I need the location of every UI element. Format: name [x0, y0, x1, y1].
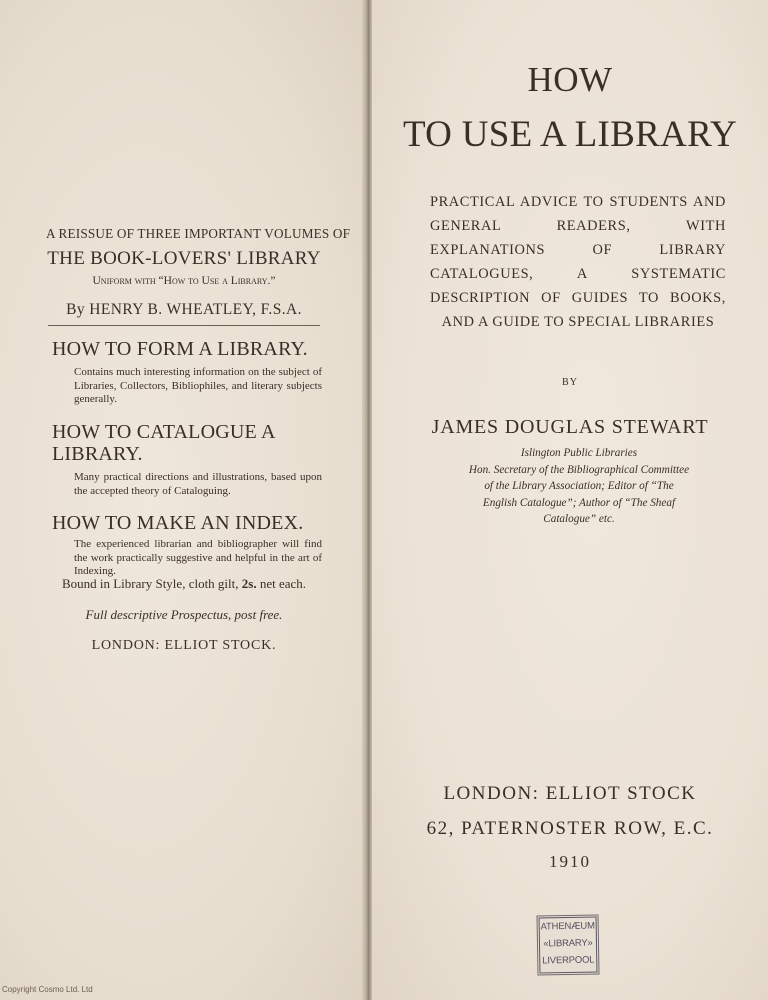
binding-suffix: net each.: [259, 576, 307, 591]
binding-price: 2s.: [241, 576, 257, 591]
stamp-line: LIVERPOOL: [542, 954, 595, 967]
binding-note: [46, 576, 322, 592]
credit-line: Islington Public Libraries: [520, 447, 638, 459]
prospectus-note: Full descriptive Prospectus, post free.: [85, 607, 283, 622]
author-credits: [454, 445, 704, 528]
imprint-publisher: LONDON: ELLIOT STOCK: [443, 783, 697, 804]
uniform-note: [46, 275, 322, 287]
stamp-line: «LIBRARY»: [543, 937, 593, 950]
uniform-title: “How to Use a Library.”: [158, 275, 276, 287]
book-title-line2: TO USE A LIBRARY: [402, 114, 738, 155]
volume-description: Many practical directions and illustrations, based upon the accepted theory of Cataloguing.: [74, 471, 322, 497]
left-publisher: LONDON: ELLIOT STOCK.: [91, 638, 277, 653]
library-stamp: [539, 916, 598, 973]
volume-title: HOW TO CATALOGUE A LIBRARY.: [52, 421, 275, 465]
stamp-line: ATHENÆUM: [540, 920, 595, 933]
imprint-address: 62, PATERNOSTER ROW, E.C.: [426, 818, 714, 839]
volume-description: The experienced librarian and bibliographer will find the work practically suggestive and helpful in the art of Indexing.: [74, 538, 322, 578]
binding-prefix: Bound in Library Style, cloth gilt,: [61, 576, 239, 591]
title-page: [372, 0, 768, 1000]
reissue-intro: A REISSUE OF THREE IMPORTANT VOLUMES OF: [46, 226, 351, 241]
uniform-prefix: Uniform with: [92, 275, 156, 287]
series-title: THE BOOK-LOVERS' LIBRARY: [47, 248, 321, 269]
credit-line: Hon. Secretary of the Bibliographical Committee: [468, 463, 690, 476]
by-label: BY: [562, 377, 578, 388]
book-title-line1: HOW: [527, 60, 613, 99]
volume-title: HOW TO MAKE AN INDEX.: [52, 512, 304, 534]
imprint-year: 1910: [549, 852, 591, 871]
book-author: JAMES DOUGLAS STEWART: [431, 416, 709, 438]
book-subtitle: PRACTICAL ADVICE TO STUDENTS AND GENERAL READERS, WITH EXPLANATIONS OF LIBRARY CATALOGUES, A SYSTEMATIC DESCRIPTION OF GUIDES TO BOOKS, AND A GUIDE TO SPECIAL LIBRARIES: [430, 194, 726, 330]
volume-description: Contains much interesting information on the subject of Libraries, Collectors, Bibliophiles, and literary subjects generally.: [74, 366, 322, 406]
volume-title: HOW TO FORM A LIBRARY.: [52, 338, 308, 360]
credit-line: of the Library Association; Editor of “The: [484, 480, 674, 492]
credit-line: English Catalogue”; Author of “The Sheaf: [482, 496, 676, 509]
series-author: By HENRY B. WHEATLEY, F.S.A.: [66, 301, 302, 318]
left-page: [0, 0, 364, 1000]
credit-line: Catalogue” etc.: [543, 513, 615, 525]
divider-rule: [48, 325, 320, 326]
copyright-watermark: Copyright Cosmo Ltd. Ltd: [2, 985, 93, 994]
